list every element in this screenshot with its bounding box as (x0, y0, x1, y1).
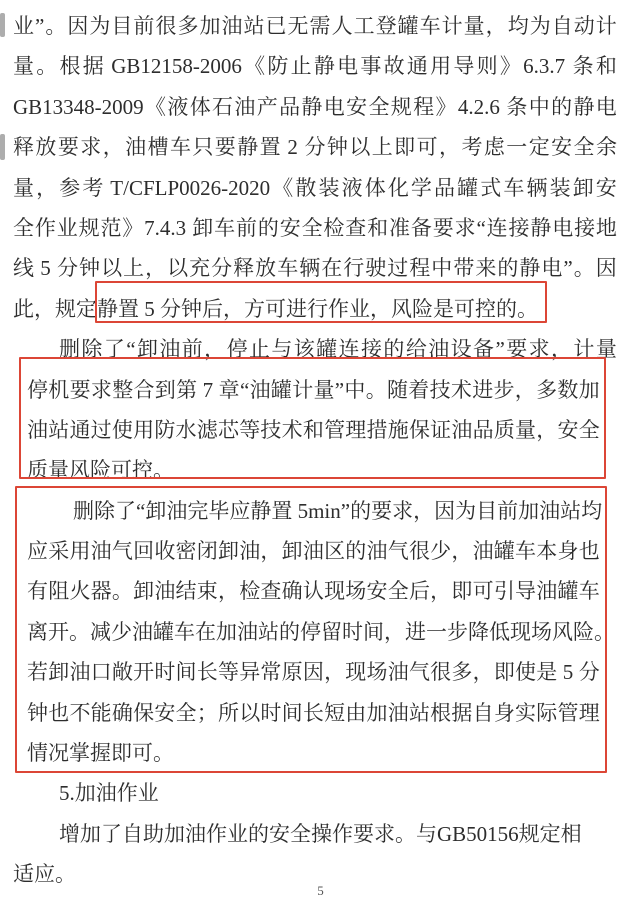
text-line: 量 。 根 据 GB12158-2006 《 防 止 静 电 事 故 通 用 导 则 》 6.3.7 条 和 (13, 54, 617, 79)
text-line: 删 除 了 “ 卸 油 前 ， 停 止 与 该 罐 连 接 的 给 油 设 备 ” 要 求 ， 计 量 (59, 337, 617, 362)
text-line: 油 站 通 过 使 用 防 水 滤 芯 等 技 术 和 管 理 措 施 保 证 油 品 质 量 ， 安 全 (27, 417, 600, 442)
text-line: 线 5 分 钟 以 上 ， 以 充 分 释 放 车 辆 在 行 驶 过 程 中 带 来 的 静 电 ” 。 因 (13, 256, 617, 281)
text-line: 应 采 用 油 气 回 收 密 闭 卸 油 ， 卸 油 区 的 油 气 很 少 ， 油 罐 车 本 身 也 (27, 539, 600, 564)
page-number: 5 (317, 883, 324, 898)
text-line: 停 机 要 求 整 合 到 第 7 章 “ 油 罐 计 量 ” 中 。 随 着 技 术 进 步 ， 多 数 加 (27, 377, 600, 402)
text-line: 离 开 。 减 少 油 罐 车 在 加 油 站 的 停 留 时 间 ， 进 一 步 降 低 现 场 风 险 。 (27, 619, 615, 644)
text-line: 情况掌握即可。 (27, 741, 174, 766)
text-line: GB13348-2009 《 液 体 石 油 产 品 静 电 安 全 规 程 》 4.2.6 条 中 的 静 电 (13, 94, 617, 119)
text-line: 钟 也 不 能 确 保 安 全 ； 所 以 时 间 长 短 由 加 油 站 根 据 自 身 实 际 管 理 (27, 700, 600, 725)
text-line: 释 放 要 求 ， 油 槽 车 只 要 静 置 2 分 钟 以 上 即 可 ， 考 虑 一 定 安 全 余 (13, 135, 617, 160)
text-line: 若 卸 油 口 敞 开 时 间 长 等 异 常 原 因 ， 现 场 油 气 很 多 ， 即 使 是 5 分 (27, 660, 600, 685)
text-line: 质量风险可控。 (27, 458, 174, 483)
text-line: 有 阻 火 器 。 卸 油 结 束 ， 检 查 确 认 现 场 安 全 后 ， 即 可 引 导 油 罐 车 (27, 579, 600, 604)
text-line: 全 作 业 规 范 》 7.4.3 卸 车 前 的 安 全 检 查 和 准 备 要 求 “ 连 接 静 电 接 地 (13, 215, 617, 240)
document-body (13, 6, 617, 895)
text-line: 此，规定静置 5 分钟后，方可进行作业，风险是可控的。 (13, 296, 538, 321)
text-line: 5.加油作业 (59, 781, 159, 806)
text-line: 增加了自助加油作业的安全操作要求。与GB50156规定相 (59, 821, 582, 846)
scan-artifact (0, 13, 5, 37)
text-line: 删 除 了 “ 卸 油 完 毕 应 静 置 5min ” 的 要 求 ， 因 为 目 前 加 油 站 均 (73, 498, 603, 523)
text-line: 适应。 (13, 862, 76, 887)
text-line: 量 ， 参 考 T/CFLP0026-2020 《 散 装 液 体 化 学 品 罐 式 车 辆 装 卸 安 (13, 175, 617, 200)
scan-artifact (0, 134, 5, 160)
text-line: 业 ” 。 因 为 目 前 很 多 加 油 站 已 无 需 人 工 登 罐 车 计 量 ， 均 为 自 动 计 (13, 14, 617, 38)
